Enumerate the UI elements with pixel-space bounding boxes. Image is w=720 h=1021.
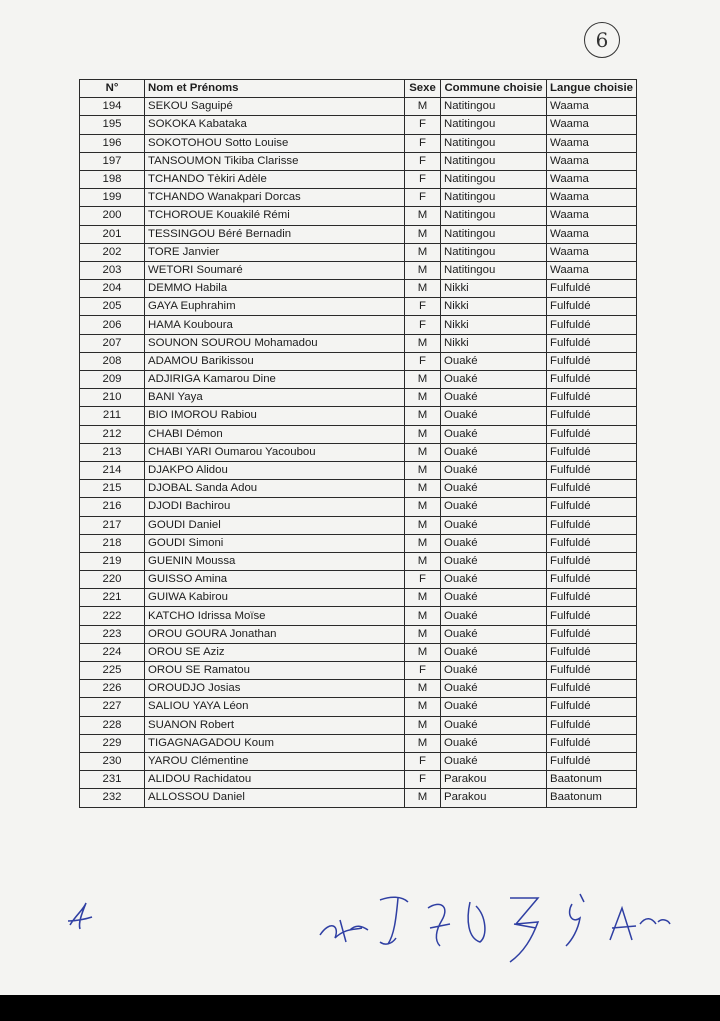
table-row [80,152,637,170]
cell-sex: M [405,443,441,461]
table-row [80,480,637,498]
page-number: 6 [584,22,620,58]
cell-commune: Ouaké [441,643,547,661]
cell-number: 218 [80,534,145,552]
cell-language: Fulfuldé [547,425,637,443]
cell-number: 196 [80,134,145,152]
cell-name: BANI Yaya [145,389,405,407]
cell-sex: F [405,352,441,370]
cell-sex: M [405,389,441,407]
cell-commune: Natitingou [441,116,547,134]
cell-commune: Ouaké [441,480,547,498]
cell-number: 229 [80,734,145,752]
cell-sex: M [405,643,441,661]
cell-language: Waama [547,116,637,134]
cell-commune: Ouaké [441,389,547,407]
cell-name: SEKOU Saguipé [145,98,405,116]
cell-sex: F [405,298,441,316]
cell-language: Fulfuldé [547,516,637,534]
cell-commune: Natitingou [441,189,547,207]
cell-number: 199 [80,189,145,207]
cell-name: WETORI Soumaré [145,261,405,279]
table-row [80,662,637,680]
cell-sex: M [405,552,441,570]
table-row [80,516,637,534]
cell-number: 221 [80,589,145,607]
cell-commune: Natitingou [441,261,547,279]
table-row [80,243,637,261]
table-row [80,771,637,789]
handwritten-mark-left [62,895,102,935]
cell-sex: F [405,571,441,589]
cell-name: CHABI Démon [145,425,405,443]
cell-name: YAROU Clémentine [145,752,405,770]
cell-language: Fulfuldé [547,280,637,298]
table-row [80,225,637,243]
cell-number: 220 [80,571,145,589]
cell-sex: M [405,680,441,698]
cell-commune: Ouaké [441,589,547,607]
cell-commune: Nikki [441,298,547,316]
cell-language: Waama [547,152,637,170]
cell-commune: Ouaké [441,352,547,370]
cell-name: TCHANDO Tèkiri Adèle [145,170,405,188]
cell-commune: Natitingou [441,225,547,243]
cell-language: Waama [547,134,637,152]
cell-number: 215 [80,480,145,498]
cell-language: Fulfuldé [547,298,637,316]
cell-language: Fulfuldé [547,752,637,770]
table-row [80,789,637,807]
cell-sex: M [405,698,441,716]
cell-sex: F [405,752,441,770]
cell-number: 227 [80,698,145,716]
cell-sex: F [405,662,441,680]
cell-name: OROUDJO Josias [145,680,405,698]
cell-commune: Ouaké [441,534,547,552]
cell-language: Fulfuldé [547,643,637,661]
signature-6 [566,894,584,946]
cell-language: Fulfuldé [547,662,637,680]
cell-language: Waama [547,189,637,207]
header-sex: Sexe [405,80,441,98]
table-row [80,316,637,334]
table-row [80,170,637,188]
cell-commune: Ouaké [441,716,547,734]
cell-commune: Ouaké [441,461,547,479]
cell-sex: M [405,589,441,607]
cell-language: Fulfuldé [547,334,637,352]
cell-commune: Ouaké [441,698,547,716]
cell-number: 212 [80,425,145,443]
cell-number: 225 [80,662,145,680]
cell-number: 198 [80,170,145,188]
header-commune: Commune choisie [441,80,547,98]
cell-sex: M [405,425,441,443]
cell-name: BIO IMOROU Rabiou [145,407,405,425]
cell-name: KATCHO Idrissa Moïse [145,607,405,625]
table-row [80,371,637,389]
cell-commune: Ouaké [441,625,547,643]
cell-name: SUANON Robert [145,716,405,734]
table-header-row [80,80,637,98]
cell-number: 223 [80,625,145,643]
cell-sex: M [405,225,441,243]
table-row [80,352,637,370]
cell-number: 222 [80,607,145,625]
cell-language: Fulfuldé [547,716,637,734]
cell-name: ADJIRIGA Kamarou Dine [145,371,405,389]
cell-number: 197 [80,152,145,170]
cell-language: Waama [547,243,637,261]
table-row [80,680,637,698]
signatures-area [310,880,700,975]
cell-sex: M [405,407,441,425]
cell-sex: F [405,152,441,170]
table-row [80,298,637,316]
cell-name: ALIDOU Rachidatou [145,771,405,789]
cell-name: TORE Janvier [145,243,405,261]
cell-language: Fulfuldé [547,407,637,425]
cell-number: 208 [80,352,145,370]
cell-number: 201 [80,225,145,243]
cell-commune: Natitingou [441,98,547,116]
signature-2 [380,897,408,944]
table-row [80,716,637,734]
cell-name: GUIWA Kabirou [145,589,405,607]
cell-language: Waama [547,170,637,188]
cell-sex: M [405,516,441,534]
cell-sex: M [405,789,441,807]
header-name: Nom et Prénoms [145,80,405,98]
cell-sex: F [405,771,441,789]
cell-number: 214 [80,461,145,479]
cell-commune: Ouaké [441,752,547,770]
cell-language: Fulfuldé [547,443,637,461]
cell-number: 226 [80,680,145,698]
cell-number: 209 [80,371,145,389]
cell-commune: Natitingou [441,152,547,170]
cell-name: TCHOROUE Kouakilé Rémi [145,207,405,225]
cell-name: CHABI YARI Oumarou Yacoubou [145,443,405,461]
cell-language: Fulfuldé [547,461,637,479]
cell-sex: M [405,498,441,516]
cell-sex: M [405,334,441,352]
cell-commune: Nikki [441,280,547,298]
table-row [80,571,637,589]
cell-sex: M [405,625,441,643]
cell-name: DJOBAL Sanda Adou [145,480,405,498]
cell-number: 207 [80,334,145,352]
cell-language: Fulfuldé [547,480,637,498]
cell-name: OROU GOURA Jonathan [145,625,405,643]
cell-number: 203 [80,261,145,279]
cell-sex: M [405,734,441,752]
cell-sex: F [405,189,441,207]
cell-sex: M [405,461,441,479]
table-row [80,443,637,461]
cell-name: GOUDI Simoni [145,534,405,552]
cell-number: 205 [80,298,145,316]
cell-name: TIGAGNAGADOU Koum [145,734,405,752]
table-row [80,607,637,625]
cell-sex: M [405,280,441,298]
cell-language: Fulfuldé [547,571,637,589]
table-row [80,734,637,752]
cell-commune: Ouaké [441,734,547,752]
cell-commune: Ouaké [441,425,547,443]
cell-sex: M [405,98,441,116]
cell-commune: Nikki [441,316,547,334]
cell-number: 202 [80,243,145,261]
cell-number: 204 [80,280,145,298]
cell-language: Fulfuldé [547,498,637,516]
table-row [80,334,637,352]
cell-sex: F [405,170,441,188]
table-row [80,643,637,661]
cell-number: 210 [80,389,145,407]
cell-number: 206 [80,316,145,334]
cell-sex: F [405,134,441,152]
cell-language: Fulfuldé [547,389,637,407]
cell-language: Fulfuldé [547,734,637,752]
cell-language: Waama [547,98,637,116]
cell-name: OROU SE Ramatou [145,662,405,680]
cell-sex: F [405,316,441,334]
table-body [80,98,637,807]
cell-commune: Parakou [441,789,547,807]
candidate-table [79,79,637,808]
cell-number: 216 [80,498,145,516]
cell-language: Fulfuldé [547,316,637,334]
table-row [80,116,637,134]
cell-commune: Ouaké [441,371,547,389]
cell-language: Fulfuldé [547,680,637,698]
cell-sex: M [405,243,441,261]
table-row [80,698,637,716]
cell-name: DJAKPO Alidou [145,461,405,479]
signature-7 [610,908,670,940]
cell-commune: Nikki [441,334,547,352]
cell-language: Fulfuldé [547,552,637,570]
cell-commune: Ouaké [441,516,547,534]
cell-commune: Parakou [441,771,547,789]
table-row [80,534,637,552]
cell-number: 217 [80,516,145,534]
cell-name: TANSOUMON Tikiba Clarisse [145,152,405,170]
cell-commune: Ouaké [441,680,547,698]
cell-sex: F [405,116,441,134]
table-row [80,189,637,207]
table-row [80,261,637,279]
table-row [80,589,637,607]
cell-language: Baatonum [547,771,637,789]
table-row [80,461,637,479]
cell-sex: M [405,716,441,734]
cell-language: Fulfuldé [547,607,637,625]
table-row [80,752,637,770]
cell-language: Waama [547,225,637,243]
cell-name: GUENIN Moussa [145,552,405,570]
cell-commune: Ouaké [441,571,547,589]
cell-language: Fulfuldé [547,534,637,552]
cell-name: TCHANDO Wanakpari Dorcas [145,189,405,207]
cell-name: SALIOU YAYA Léon [145,698,405,716]
cell-name: GAYA Euphrahim [145,298,405,316]
cell-name: SOUNON SOUROU Mohamadou [145,334,405,352]
cell-language: Baatonum [547,789,637,807]
cell-commune: Ouaké [441,662,547,680]
cell-sex: M [405,207,441,225]
cell-name: SOKOKA Kabataka [145,116,405,134]
cell-commune: Ouaké [441,607,547,625]
cell-commune: Natitingou [441,134,547,152]
cell-name: GOUDI Daniel [145,516,405,534]
cell-language: Waama [547,261,637,279]
cell-name: DEMMO Habila [145,280,405,298]
cell-commune: Natitingou [441,243,547,261]
cell-commune: Natitingou [441,207,547,225]
cell-sex: M [405,534,441,552]
cell-name: ALLOSSOU Daniel [145,789,405,807]
signature-1 [320,920,368,942]
cell-number: 230 [80,752,145,770]
table-row [80,625,637,643]
header-language: Langue choisie [547,80,637,98]
cell-number: 231 [80,771,145,789]
signature-4 [468,902,485,942]
table-row [80,498,637,516]
signature-3 [428,904,450,946]
cell-name: OROU SE Aziz [145,643,405,661]
cell-name: ADAMOU Barikissou [145,352,405,370]
cell-number: 228 [80,716,145,734]
cell-language: Waama [547,207,637,225]
cell-sex: M [405,607,441,625]
cell-number: 213 [80,443,145,461]
cell-commune: Natitingou [441,170,547,188]
table-row [80,98,637,116]
cell-commune: Ouaké [441,443,547,461]
cell-name: HAMA Kouboura [145,316,405,334]
cell-name: SOKOTOHOU Sotto Louise [145,134,405,152]
cell-commune: Ouaké [441,498,547,516]
table-row [80,407,637,425]
cell-number: 224 [80,643,145,661]
header-number: N° [80,80,145,98]
cell-language: Fulfuldé [547,352,637,370]
cell-language: Fulfuldé [547,698,637,716]
table-row [80,280,637,298]
cell-number: 232 [80,789,145,807]
cell-name: GUISSO Amina [145,571,405,589]
cell-commune: Ouaké [441,407,547,425]
table-row [80,134,637,152]
signature-5 [510,898,538,962]
cell-sex: M [405,261,441,279]
cell-number: 211 [80,407,145,425]
cell-number: 219 [80,552,145,570]
cell-name: TESSINGOU Béré Bernadin [145,225,405,243]
cell-number: 194 [80,98,145,116]
cell-language: Fulfuldé [547,589,637,607]
table-row [80,552,637,570]
cell-language: Fulfuldé [547,371,637,389]
cell-number: 195 [80,116,145,134]
cell-commune: Ouaké [441,552,547,570]
table-row [80,207,637,225]
cell-sex: M [405,480,441,498]
cell-name: DJODI Bachirou [145,498,405,516]
cell-language: Fulfuldé [547,625,637,643]
cell-number: 200 [80,207,145,225]
table-row [80,425,637,443]
cell-sex: M [405,371,441,389]
table-row [80,389,637,407]
